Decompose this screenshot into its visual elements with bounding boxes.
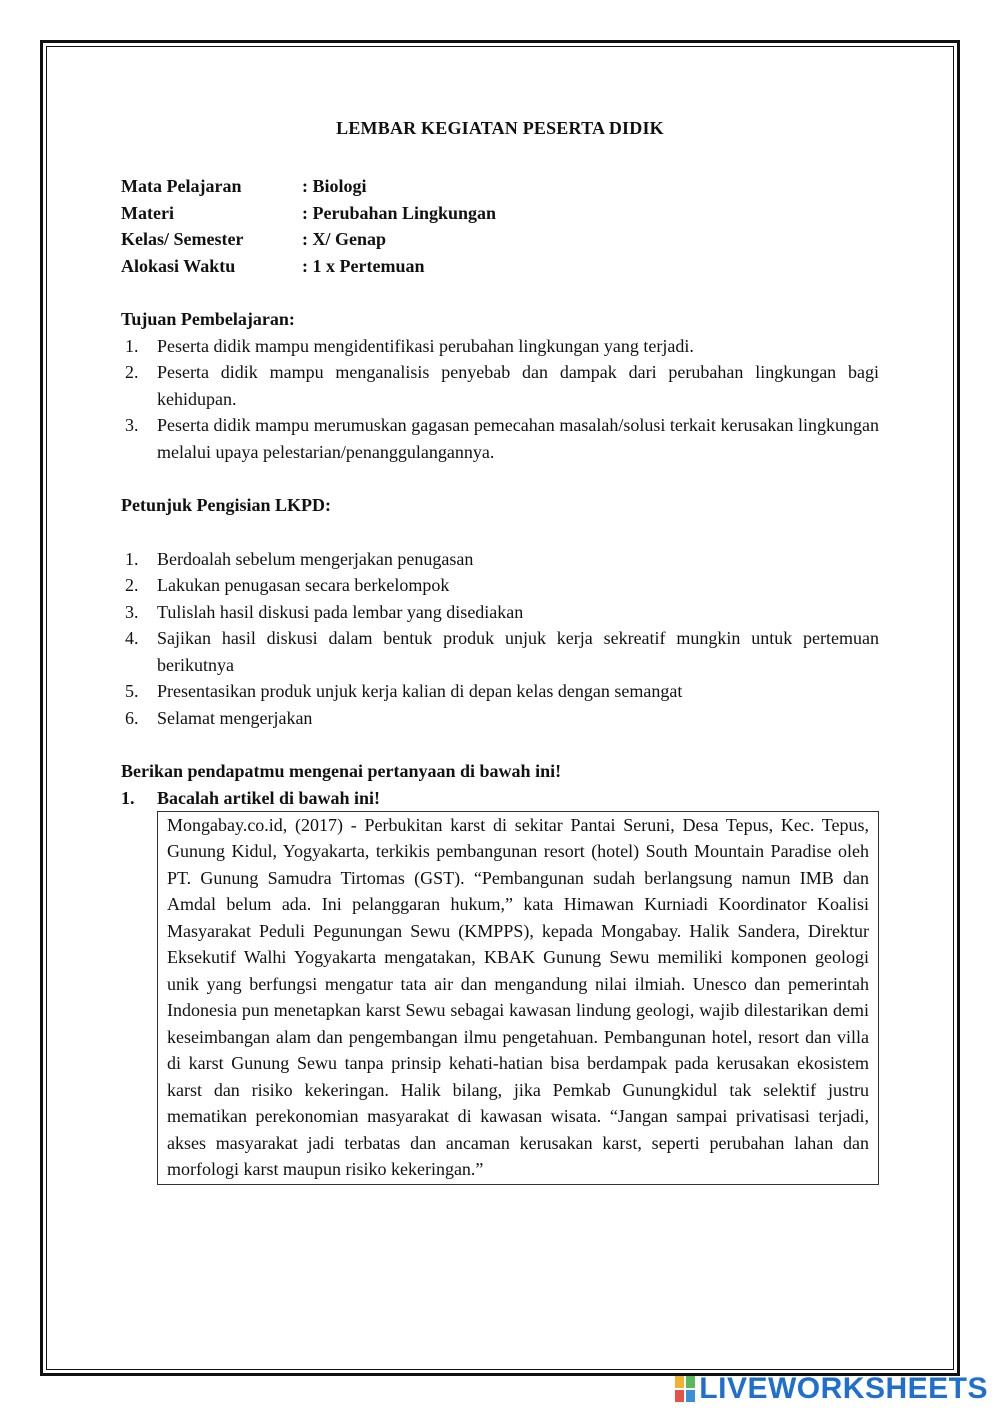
item-number: 2. [125, 575, 139, 595]
objectives-heading: Tujuan Pembelajaran: [121, 309, 295, 329]
article-box: Mongabay.co.id, (2017) - Perbukitan karst di sekitar Pantai Seruni, Desa Tepus, Kec. Tepus, Gunung Kidul, Yogyakarta, terkikis pembangunan resort (hotel) South Mountain Paradise oleh PT. Gunung Samudra Tirtomas (GST). “Pembangunan sudah berlangsung namun IMB dan Amdal belum ada. Ini pelanggaran hukum,” kata Himawan Kurniadi Koordinator Koalisi Masyarakat Peduli Pegunungan Sewu (KMPPS), kepada Mongabay. Halik Sandera, Direktur Eksekutif Walhi Yogyakarta mengatakan, KBAK Gunung Sewu memiliki komponen geologi unik yang berfungsi mengatur tata air dan mengandung nilai ilmiah. Unesco dan pemerintah Indonesia pun menetapkan karst Sewu sebagai kawasan lindung geologi, wajib dilestarikan demi keseimbangan alam dan pengembangan ilmu pengetahuan. Pembangunan hotel, resort dan villa di karst Gunung Sewu tanpa prinsip kehati-hatian bisa berdampak pada kerusakan ekosistem karst dan risiko kekeringan. Halik bilang, jika Pemkab Gunungkidul tak selektif justru mematikan perekonomian masyarakat di kawasan wisata. “Jangan sampai privatisasi terjadi, akses masyarakat jadi terbatas dan ancaman kerusakan karst, seperti perubahan lahan dan morfologi karst maupun risiko kekeringan.” [157, 811, 879, 1185]
meta-row-time [121, 253, 879, 280]
item-number: 4. [125, 628, 139, 648]
list-item [121, 412, 879, 465]
item-text: Berdoalah sebelum mengerjakan penugasan [157, 548, 474, 569]
logo-block [686, 1376, 695, 1388]
item-number: 6. [125, 707, 139, 728]
question-number: 1. [121, 787, 135, 808]
meta-label: Mata Pelajaran [121, 176, 242, 196]
meta-block [121, 173, 879, 279]
item-text: Selamat mengerjakan [157, 707, 313, 728]
liveworksheets-logo [675, 1372, 988, 1406]
instructions-list [121, 546, 879, 732]
item-number: 2. [125, 362, 139, 382]
item-text: Peserta didik mampu mengidentifikasi perubahan lingkungan yang terjadi. [157, 335, 694, 356]
logo-mark-icon [675, 1376, 695, 1402]
list-item [121, 572, 879, 599]
item-number: 1. [125, 548, 139, 569]
instructions-heading: Petunjuk Pengisian LKPD: [121, 495, 332, 515]
item-number: 5. [125, 681, 139, 701]
meta-row-subject [121, 173, 879, 200]
item-text: Sajikan hasil diskusi dalam bentuk produk unjuk kerja sekreatif mungkin untuk pertemuan berikutnya [157, 628, 879, 675]
meta-label: Kelas/ Semester [121, 229, 244, 249]
logo-block [675, 1390, 684, 1402]
item-text: Tulislah hasil diskusi pada lembar yang disediakan [157, 601, 524, 622]
list-item [121, 678, 879, 705]
item-text: Lakukan penugasan secara berkelompok [157, 575, 450, 595]
questions-heading: Berikan pendapatmu mengenai pertanyaan di bawah ini! [121, 761, 562, 781]
list-item [121, 625, 879, 678]
meta-value: : Biologi [302, 176, 367, 196]
logo-block [686, 1390, 695, 1402]
list-item [121, 359, 879, 412]
list-item [121, 599, 879, 626]
page-title: LEMBAR KEGIATAN PESERTA DIDIK [336, 118, 664, 138]
meta-value: : Perubahan Lingkungan [302, 202, 497, 223]
item-text: Peserta didik mampu menganalisis penyebab dan dampak dari perubahan lingkungan bagi kehidupan. [157, 362, 879, 409]
objectives-list [121, 333, 879, 466]
meta-label: Alokasi Waktu [121, 255, 236, 276]
item-text: Presentasikan produk unjuk kerja kalian di depan kelas dengan semangat [157, 681, 683, 701]
meta-row-material [121, 200, 879, 227]
logo-block [675, 1376, 684, 1388]
question-text: Bacalah artikel di bawah ini! [157, 787, 381, 808]
meta-label: Materi [121, 202, 174, 223]
worksheet [121, 118, 879, 1185]
item-number: 1. [125, 335, 139, 356]
logo-text: LIVEWORKSHEETS [699, 1372, 988, 1405]
list-item [121, 546, 879, 573]
item-number: 3. [125, 601, 139, 622]
item-number: 3. [125, 415, 139, 435]
item-text: Peserta didik mampu merumuskan gagasan pemecahan masalah/solusi terkait kerusakan lingkungan melalui upaya pelestarian/penanggulangannya. [157, 415, 879, 462]
meta-value: : X/ Genap [302, 229, 387, 249]
list-item [121, 705, 879, 732]
list-item [121, 333, 879, 360]
meta-value: : 1 x Pertemuan [302, 255, 425, 276]
meta-row-class [121, 226, 879, 253]
question-1 [121, 785, 879, 811]
